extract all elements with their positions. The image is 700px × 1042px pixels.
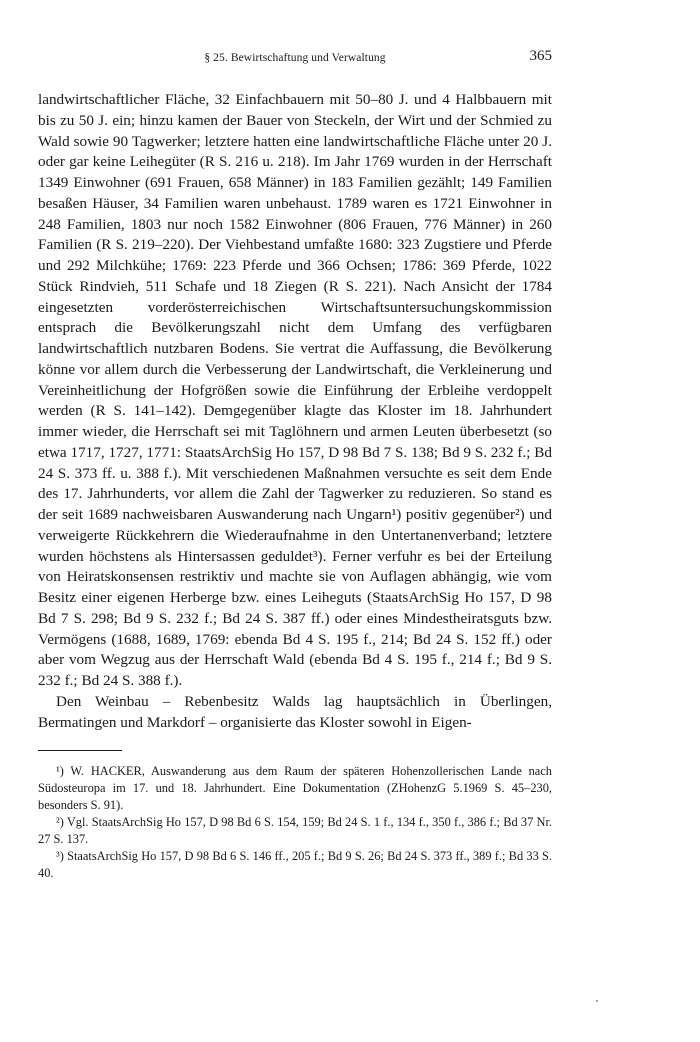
running-title: § 25. Bewirtschaftung und Verwaltung [204,52,386,64]
footnote-divider [38,750,122,751]
footnote-1: ¹) W. HACKER, Auswanderung aus dem Raum der späteren Hohenzollerischen Lande nach Südosteuropa im 17. und 18. Jahrhundert. Eine Dokumentation (ZHohenzG 5.1969 S. 45–230, besonders S. 91). [38,764,552,813]
body-text [38,90,552,733]
scan-speck [596,1000,598,1002]
footnotes [38,763,552,882]
page-number: 365 [529,48,552,64]
body-paragraph: landwirtschaftlicher Fläche, 32 Einfachbauern mit 50–80 J. und 4 Halbbauern mit bis zu 50 J. ein; hinzu kamen der Bauer von Steckeln, der Wirt und der Schmied zu Wald sowie 90 Tagwerker; letztere hatten eine landwirtschaftliche Fläche unter 20 J. oder gar keine Leihegüter (R S. 216 u. 218). Im Jahr 1769 wurden in der Herrschaft 1349 Einwohner (691 Frauen, 658 Männer) in 183 Familien gezählt; 149 Familien besaßen Häuser, 34 Familien waren unbehaust. 1789 waren es 1721 Einwohner in 248 Familien, 1803 nur noch 1582 Einwohner (806 Frauen, 776 Männer) in 260 Familien (R S. 219–220). Der Viehbestand umfaßte 1680: 323 Zugstiere und Pferde und 292 Milchkühe; 1769: 223 Pferde und 366 Ochsen; 1786: 369 Pferde, 1022 Stück Rindvieh, 511 Schafe und 18 Ziegen (R S. 221). Nach Ansicht der 1784 eingesetzten vorderösterreichischen Wirtschaftsuntersuchungskommission entsprach die Bevölkerungszahl nicht dem Umfang des verfügbaren landwirtschaftlich nutzbaren Bodens. Sie vertrat die Auffassung, die Bevölkerung könne vor allem durch die Verbesserung der Landwirtschaft, die Verkleinerung und Vereinheitlichung der Hofgrößen sowie die Einführung der Erbleihe verdoppelt werden (R S. 141–142). Demgegenüber klagte das Kloster im 18. Jahrhundert immer wieder, die Herrschaft sei mit Taglöhnern und armen Leuten überbesetzt (so etwa 1717, 1727, 1771: StaatsArchSig Ho 157, D 98 Bd 7 S. 138; Bd 9 S. 232 f.; Bd 24 S. 373 ff. u. 388 f.). Mit verschiedenen Maßnahmen versuchte es seit dem Ende des 17. Jahrhunderts, vor allem die Zahl der Tagwerker zu reduzieren. So stand es der seit 1689 nachweisbaren Auswanderung nach Ungarn¹) positiv gegenüber²) und verweigerte Rückkehrern die Wiederaufnahme in den Untertanenverband; letztere wurden höchstens als Hintersassen geduldet³). Ferner verfuhr es bei der Erteilung von Heiratskonsensen restriktiv und machte sie von Auflagen abhängig, wie vom Besitz einer eigenen Herberge bzw. eines Leiheguts (StaatsArchSig Ho 157, D 98 Bd 7 S. 298; Bd 9 S. 232 f.; Bd 24 S. 387 ff.) oder eines Mindestheiratsguts bzw. Vermögens (1688, 1689, 1769: ebenda Bd 4 S. 195 f., 214; Bd 24 S. 152 ff.) oder aber vom Wegzug aus der Herrschaft Wald (ebenda Bd 4 S. 195 f., 214 f.; Bd 9 S. 232 f.; Bd 24 S. 388 f.). [38,91,552,689]
footnote-2: ²) Vgl. StaatsArchSig Ho 157, D 98 Bd 6 S. 154, 159; Bd 24 S. 1 f., 134 f., 350 f., 386 f.; Bd 37 Nr. 27 S. 137. [38,815,552,847]
footnote-3: ³) StaatsArchSig Ho 157, D 98 Bd 6 S. 146 ff., 205 f.; Bd 9 S. 26; Bd 24 S. 373 ff., 389 f.; Bd 33 S. 40. [38,849,552,881]
running-head [38,48,552,74]
body-paragraph: Den Weinbau – Rebenbesitz Walds lag hauptsächlich in Überlingen, Bermatingen und Markdorf – organisierte das Kloster sowohl in Eigen- [38,692,552,731]
book-page [38,48,552,882]
